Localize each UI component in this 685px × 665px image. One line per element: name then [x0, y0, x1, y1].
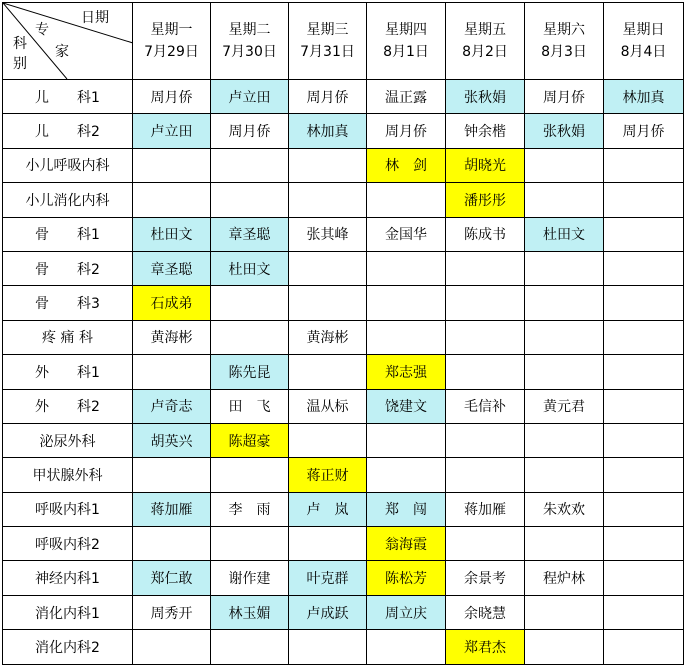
department-cell: 甲状腺外科: [3, 458, 133, 492]
table-row: [3, 561, 684, 595]
department-cell: 呼吸内科2: [3, 527, 133, 561]
doctor-cell: 蒋加雁: [133, 492, 211, 526]
department-cell: 神经内科1: [3, 561, 133, 595]
doctor-cell: 郑君杰: [446, 630, 525, 664]
weekday-label: 星期六: [543, 22, 585, 38]
doctor-cell: [525, 355, 604, 389]
table-row: [3, 595, 684, 629]
doctor-cell: [446, 251, 525, 285]
doctor-cell: 金国华: [367, 217, 446, 251]
doctor-cell: [133, 355, 211, 389]
doctor-cell: 朱欢欢: [525, 492, 604, 526]
doctor-cell: 杜田文: [525, 217, 604, 251]
doctor-cell: 余晓慧: [446, 595, 525, 629]
doctor-cell: [211, 630, 289, 664]
weekday-label: 星期二: [228, 22, 271, 38]
doctor-cell: [604, 389, 684, 423]
doctor-cell: [604, 355, 684, 389]
doctor-cell: [525, 423, 604, 457]
doctor-cell: [211, 183, 289, 217]
department-cell: 儿 科1: [3, 80, 133, 114]
doctor-cell: 胡晓光: [446, 148, 525, 182]
doctor-cell: [446, 423, 525, 457]
day-header-cell: [604, 3, 684, 80]
weekday-label: 星期一: [150, 22, 193, 38]
doctor-cell: [604, 492, 684, 526]
department-cell: 小儿呼吸内科: [3, 148, 133, 182]
doctor-cell: [604, 320, 684, 354]
doctor-cell: [446, 527, 525, 561]
doctor-cell: 卢立田: [133, 114, 211, 148]
doctor-cell: 潘彤彤: [446, 183, 525, 217]
doctor-cell: 叶克群: [289, 561, 367, 595]
table-row: [3, 423, 684, 457]
doctor-cell: 卢奇志: [133, 389, 211, 423]
doctor-cell: [133, 183, 211, 217]
doctor-cell: 翁海霞: [367, 527, 446, 561]
table-row: [3, 389, 684, 423]
doctor-cell: 周月侨: [367, 114, 446, 148]
doctor-cell: 饶建文: [367, 389, 446, 423]
doctor-cell: [367, 630, 446, 664]
doctor-cell: 陈超豪: [211, 423, 289, 457]
day-header-cell: [133, 3, 211, 80]
doctor-cell: 黄海彬: [133, 320, 211, 354]
department-cell: 消化内科1: [3, 595, 133, 629]
day-header-cell: [367, 3, 446, 80]
doctor-cell: [604, 423, 684, 457]
date-label: 7月30日: [222, 44, 277, 60]
department-cell: 疼 痛 科: [3, 320, 133, 354]
table-row: [3, 251, 684, 285]
doctor-cell: 陈成书: [446, 217, 525, 251]
date-label: 8月2日: [462, 44, 508, 60]
doctor-cell: [446, 286, 525, 320]
doctor-cell: [211, 527, 289, 561]
doctor-cell: 温正露: [367, 80, 446, 114]
schedule-table: [2, 2, 684, 665]
doctor-cell: [367, 286, 446, 320]
doctor-cell: 卢成跃: [289, 595, 367, 629]
doctor-cell: [133, 148, 211, 182]
doctor-cell: [289, 630, 367, 664]
doctor-cell: 周秀开: [133, 595, 211, 629]
department-cell: 骨 科2: [3, 251, 133, 285]
table-row: [3, 492, 684, 526]
doctor-cell: 周月侨: [525, 80, 604, 114]
department-cell: 骨 科3: [3, 286, 133, 320]
doctor-cell: 周月侨: [289, 80, 367, 114]
corner-header-cell: [3, 3, 133, 80]
department-cell: 呼吸内科1: [3, 492, 133, 526]
table-row: [3, 148, 684, 182]
doctor-cell: [604, 183, 684, 217]
doctor-cell: 林 剑: [367, 148, 446, 182]
day-header-cell: [289, 3, 367, 80]
corner-expert-label-1: 专: [35, 22, 49, 38]
date-label: 7月31日: [300, 44, 355, 60]
date-label: 7月29日: [144, 44, 199, 60]
doctor-cell: [289, 183, 367, 217]
doctor-cell: 周月侨: [604, 114, 684, 148]
table-row: [3, 320, 684, 354]
corner-expert-label-2: 家: [55, 44, 69, 60]
day-header-cell: [446, 3, 525, 80]
doctor-cell: [525, 527, 604, 561]
date-label: 8月4日: [620, 44, 667, 60]
doctor-cell: 周月侨: [133, 80, 211, 114]
date-label: 8月1日: [383, 44, 429, 60]
doctor-cell: [211, 286, 289, 320]
doctor-cell: 周月侨: [211, 114, 289, 148]
doctor-cell: 章圣聪: [211, 217, 289, 251]
doctor-cell: 蒋正财: [289, 458, 367, 492]
doctor-cell: [211, 458, 289, 492]
doctor-cell: 黄元君: [525, 389, 604, 423]
doctor-cell: 黄海彬: [289, 320, 367, 354]
doctor-cell: 郑志强: [367, 355, 446, 389]
doctor-cell: 郑 闯: [367, 492, 446, 526]
doctor-cell: 钟余楷: [446, 114, 525, 148]
doctor-cell: 林玉媚: [211, 595, 289, 629]
table-row: [3, 114, 684, 148]
doctor-cell: [133, 458, 211, 492]
weekday-label: 星期三: [306, 22, 349, 38]
doctor-cell: [604, 561, 684, 595]
department-cell: 骨 科1: [3, 217, 133, 251]
doctor-cell: [133, 630, 211, 664]
day-header-cell: [525, 3, 604, 80]
doctor-cell: [525, 148, 604, 182]
doctor-cell: [604, 286, 684, 320]
doctor-cell: [525, 320, 604, 354]
doctor-cell: 张其峰: [289, 217, 367, 251]
table-row: [3, 630, 684, 664]
doctor-cell: [525, 183, 604, 217]
doctor-cell: [604, 630, 684, 664]
doctor-cell: [211, 320, 289, 354]
doctor-cell: [211, 148, 289, 182]
doctor-cell: [525, 595, 604, 629]
doctor-cell: 郑仁敢: [133, 561, 211, 595]
date-label: 8月3日: [541, 44, 587, 60]
table-row: [3, 458, 684, 492]
doctor-cell: [525, 251, 604, 285]
table-row: [3, 355, 684, 389]
doctor-cell: 李 雨: [211, 492, 289, 526]
doctor-cell: [289, 286, 367, 320]
weekday-label: 星期日: [622, 22, 665, 38]
doctor-cell: [289, 527, 367, 561]
doctor-cell: 杜田文: [211, 251, 289, 285]
doctor-cell: [604, 148, 684, 182]
doctor-cell: 程炉林: [525, 561, 604, 595]
doctor-cell: 陈先昆: [211, 355, 289, 389]
doctor-cell: [525, 458, 604, 492]
department-cell: 小儿消化内科: [3, 183, 133, 217]
doctor-cell: [289, 423, 367, 457]
table-row: [3, 217, 684, 251]
doctor-cell: [367, 320, 446, 354]
department-cell: 儿 科2: [3, 114, 133, 148]
table-row: [3, 527, 684, 561]
weekday-label: 星期五: [464, 22, 506, 38]
doctor-cell: [604, 527, 684, 561]
doctor-cell: [525, 286, 604, 320]
doctor-cell: [604, 458, 684, 492]
corner-dept-label-2: 别: [13, 56, 27, 72]
doctor-cell: 张秋娟: [525, 114, 604, 148]
table-row: [3, 80, 684, 114]
corner-date-label: 日期: [81, 10, 109, 26]
doctor-cell: [525, 630, 604, 664]
doctor-cell: 石成弟: [133, 286, 211, 320]
doctor-cell: [604, 595, 684, 629]
doctor-cell: [367, 251, 446, 285]
doctor-cell: 毛信补: [446, 389, 525, 423]
department-cell: 外 科2: [3, 389, 133, 423]
doctor-cell: 胡英兴: [133, 423, 211, 457]
doctor-cell: 周立庆: [367, 595, 446, 629]
doctor-cell: 卢立田: [211, 80, 289, 114]
doctor-cell: [133, 527, 211, 561]
header-row: [3, 3, 684, 80]
doctor-cell: 林加真: [604, 80, 684, 114]
table-row: [3, 183, 684, 217]
doctor-cell: [604, 217, 684, 251]
doctor-cell: 林加真: [289, 114, 367, 148]
doctor-cell: [289, 251, 367, 285]
table-row: [3, 286, 684, 320]
doctor-cell: 谢作建: [211, 561, 289, 595]
doctor-cell: [367, 423, 446, 457]
day-header-cell: [211, 3, 289, 80]
doctor-cell: [367, 458, 446, 492]
doctor-cell: 温从标: [289, 389, 367, 423]
department-cell: 外 科1: [3, 355, 133, 389]
doctor-cell: [367, 183, 446, 217]
doctor-cell: [604, 251, 684, 285]
doctor-cell: 田 飞: [211, 389, 289, 423]
doctor-cell: 章圣聪: [133, 251, 211, 285]
department-cell: 泌尿外科: [3, 423, 133, 457]
doctor-cell: 卢 岚: [289, 492, 367, 526]
doctor-cell: 余景考: [446, 561, 525, 595]
doctor-cell: [289, 148, 367, 182]
doctor-cell: 杜田文: [133, 217, 211, 251]
doctor-cell: 张秋娟: [446, 80, 525, 114]
doctor-cell: [446, 355, 525, 389]
department-cell: 消化内科2: [3, 630, 133, 664]
doctor-cell: [289, 355, 367, 389]
doctor-cell: 陈松芳: [367, 561, 446, 595]
corner-dept-label-1: 科: [13, 36, 27, 52]
weekday-label: 星期四: [385, 22, 427, 38]
doctor-cell: [446, 458, 525, 492]
doctor-cell: 蒋加雁: [446, 492, 525, 526]
doctor-cell: [446, 320, 525, 354]
